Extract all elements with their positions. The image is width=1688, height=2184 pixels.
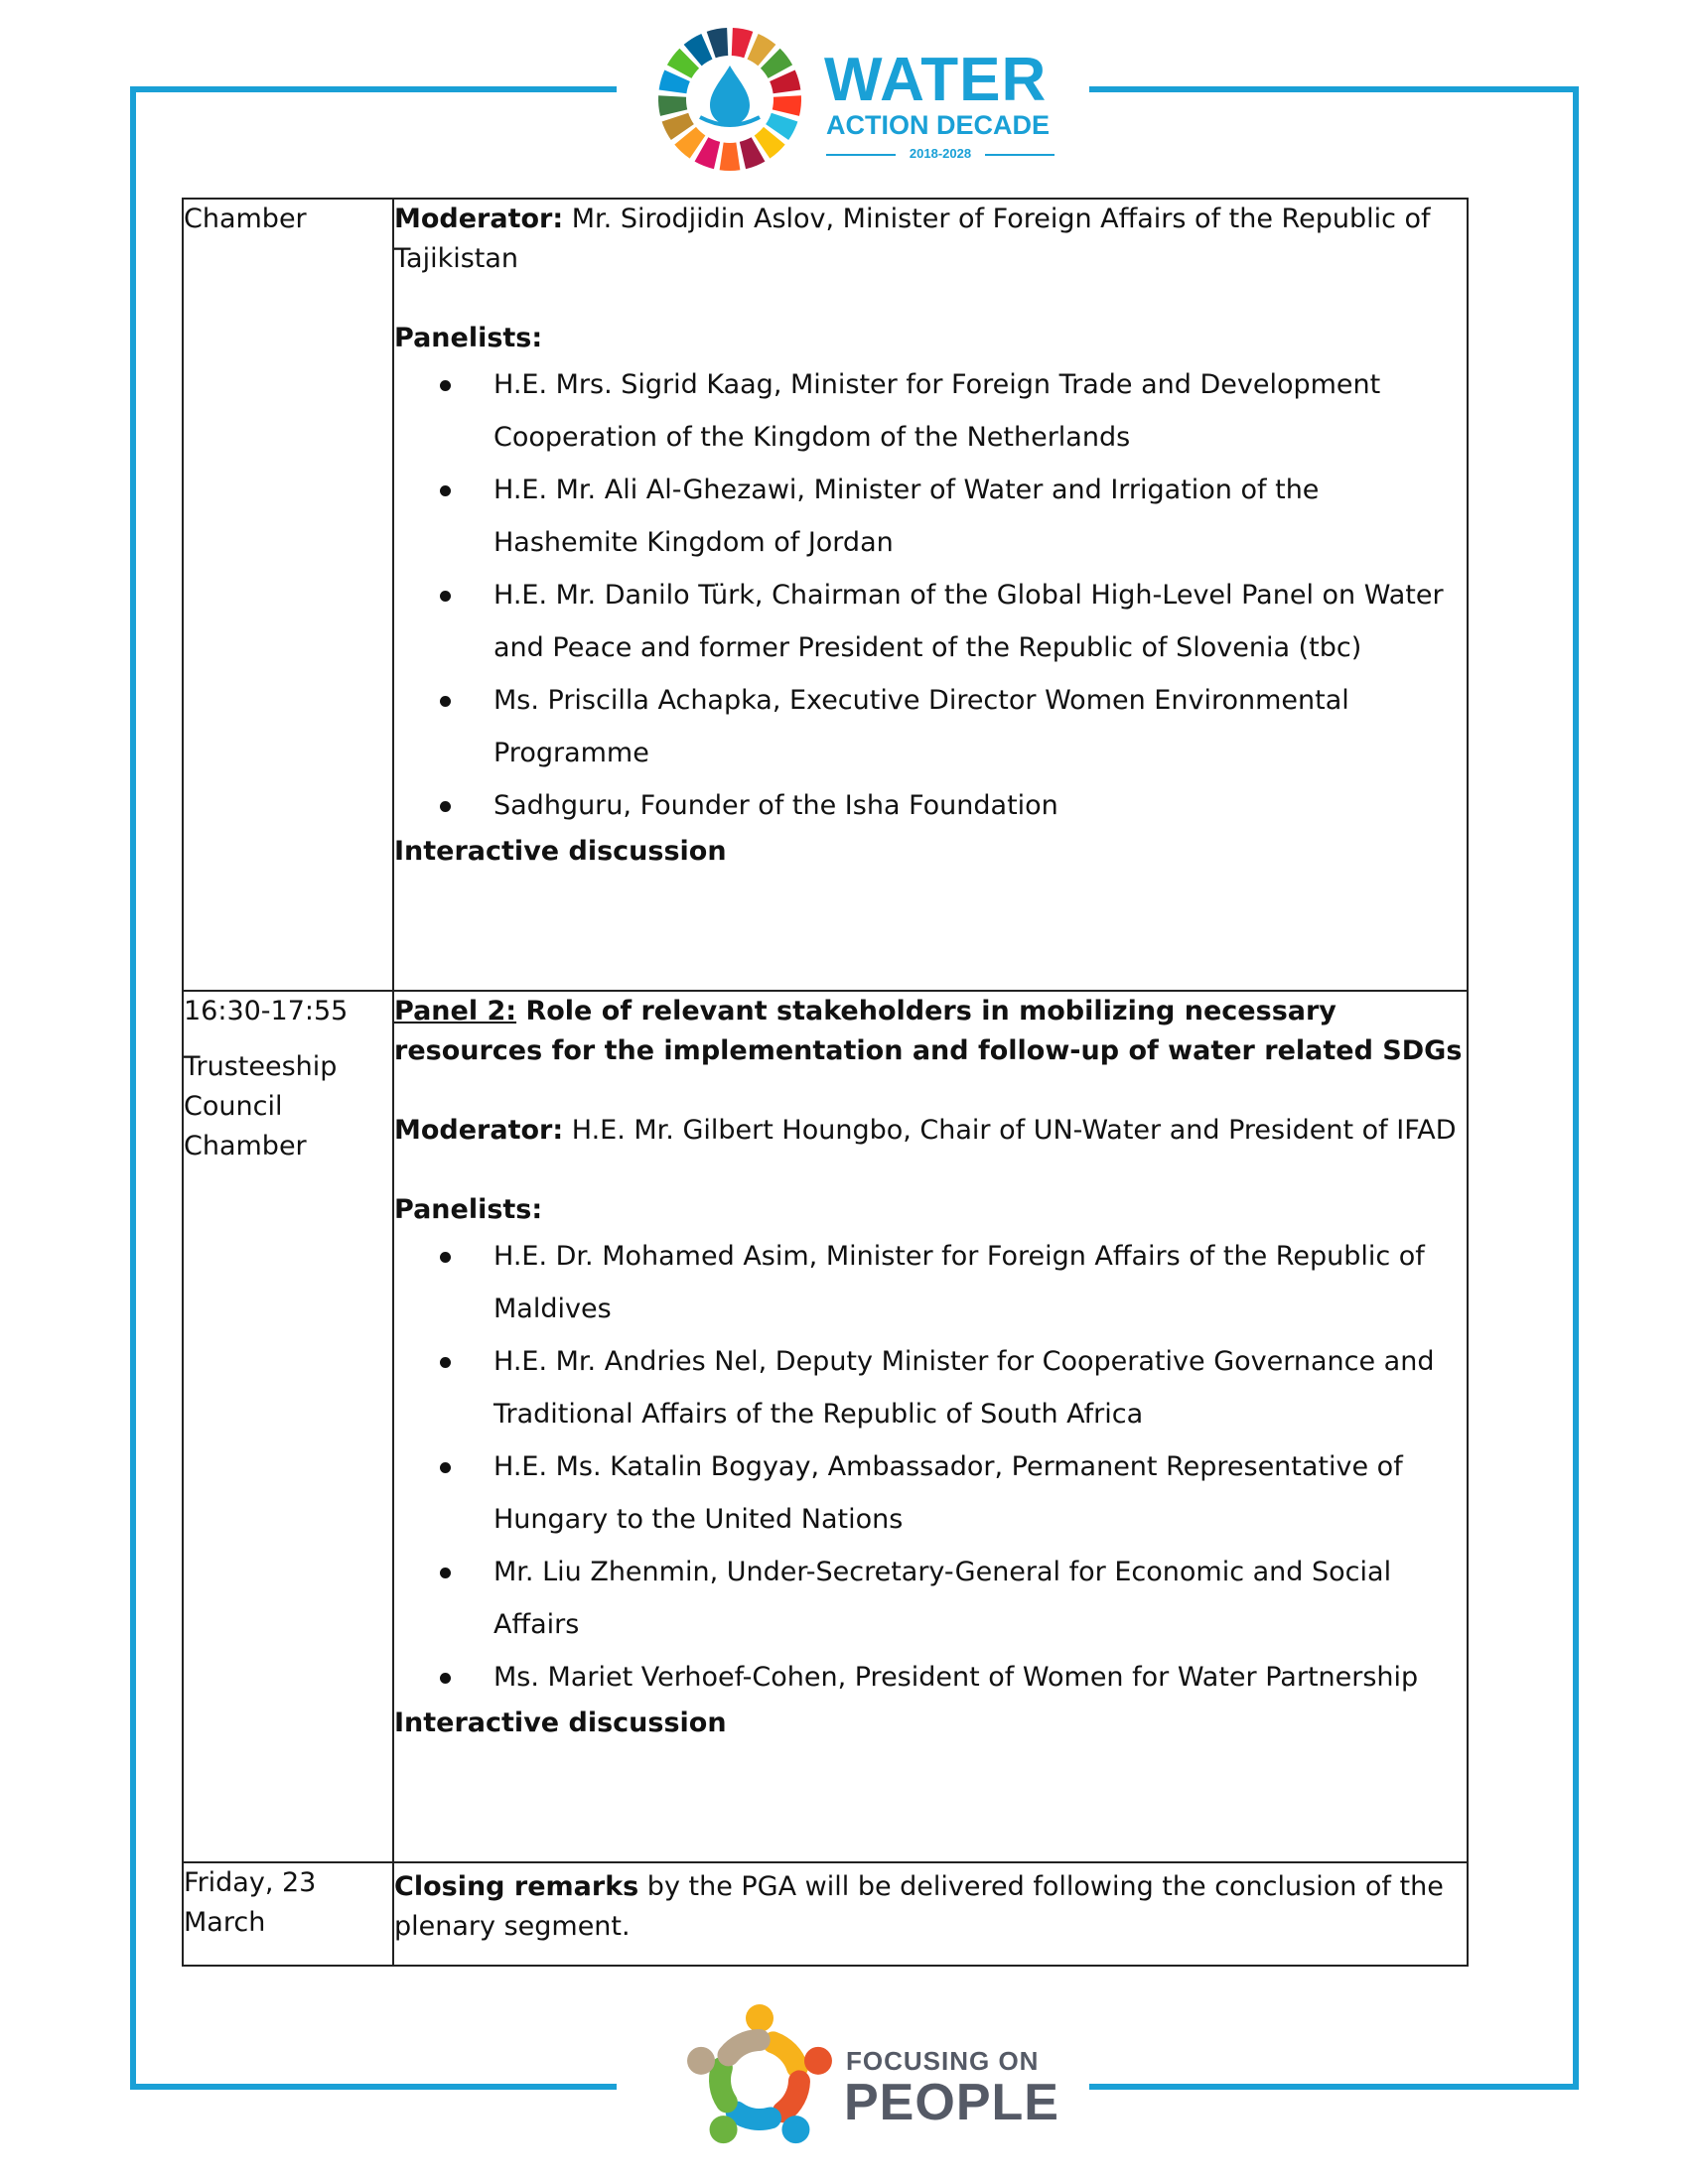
table-row (183, 1862, 1468, 1966)
list-item: H.E. Dr. Mohamed Asim, Minister for Foreign Affairs of the Republic of Maldives (493, 1230, 1467, 1335)
person-body (774, 2042, 797, 2067)
person-head (687, 2047, 715, 2075)
water-drop-sdg-wheel-icon (655, 25, 804, 174)
frame-bottom-right (1089, 2084, 1579, 2090)
moderator-label: Moderator: (394, 204, 564, 234)
agenda-table (182, 198, 1469, 1967)
person-body (729, 2040, 760, 2055)
table-row (183, 199, 1468, 991)
frame-right (1573, 86, 1579, 2090)
person-body (737, 2113, 771, 2119)
panelists-list (394, 1230, 1467, 1704)
date-cell (183, 1862, 393, 1966)
person-head (781, 2116, 809, 2143)
time-venue-cell (183, 199, 393, 991)
list-item: H.E. Ms. Katalin Bogyay, Ambassador, Permanent Representative of Hungary to the United Nations (493, 1440, 1467, 1546)
interactive-discussion: Interactive discussion (394, 836, 727, 867)
wheel-segment (720, 143, 741, 171)
list-item: H.E. Mr. Andries Nel, Deputy Minister for Cooperative Governance and Traditional Affairs of the Republic of South Africa (493, 1335, 1467, 1440)
date-text: March (184, 1907, 266, 1938)
wheel-segment (658, 95, 687, 116)
session-cell (393, 991, 1468, 1862)
wheel-segment (773, 95, 801, 116)
water-action-decade-logo (655, 20, 1072, 179)
closing-remarks-label: Closing remarks (394, 1871, 639, 1902)
closing-cell (393, 1862, 1468, 1966)
list-item: H.E. Mr. Ali Al-Ghezawi, Minister of Water and Irrigation of the Hashemite Kingdom of Jordan (493, 464, 1467, 569)
moderator-label: Moderator: (394, 1115, 564, 1146)
list-item: Mr. Liu Zhenmin, Under-Secretary-General for Economic and Social Affairs (493, 1546, 1467, 1651)
frame-bottom-left (130, 2084, 617, 2090)
logo-line2: PEOPLE (844, 2074, 1059, 2131)
list-item: H.E. Mrs. Sigrid Kaag, Minister for Foreign Trade and Development Cooperation of the Kingdom of the Netherlands (493, 358, 1467, 464)
panelists-list (394, 358, 1467, 832)
list-item: Sadhguru, Founder of the Isha Foundation (493, 779, 1467, 832)
session-cell (393, 199, 1468, 991)
panel-label: Panel 2: (394, 996, 517, 1026)
logo-years: 2018-2028 (826, 147, 1055, 161)
panelists-label: Panelists: (394, 323, 543, 353)
venue-text: Chamber (184, 1131, 307, 1161)
focusing-on-people-logo (675, 1995, 1059, 2164)
venue-text: Trusteeship (184, 1051, 338, 1082)
time-venue-cell (183, 991, 393, 1862)
date-text: Friday, 23 (184, 1867, 317, 1898)
person-body (720, 2068, 727, 2102)
table-row (183, 991, 1468, 1862)
interactive-discussion: Interactive discussion (394, 1707, 727, 1738)
closing-remarks-text: by the PGA will be delivered following the conclusion of the plenary segment. (394, 1871, 1444, 1942)
time-text: 16:30-17:55 (184, 996, 349, 1026)
moderator-line (394, 200, 1467, 279)
venue-text: Council (184, 1091, 283, 1122)
moderator-line (394, 1111, 1467, 1151)
logo-title: WATER (824, 46, 1048, 114)
person-body (783, 2081, 799, 2112)
list-item: Ms. Mariet Verhoef-Cohen, President of Women for Water Partnership (493, 1651, 1467, 1704)
panel-title-line (394, 992, 1467, 1071)
people-circle-icon (675, 1995, 844, 2164)
moderator-text: H.E. Mr. Gilbert Houngbo, Chair of UN-Water and President of IFAD (563, 1115, 1457, 1146)
list-item: Ms. Priscilla Achapka, Executive Director Women Environmental Programme (493, 674, 1467, 779)
logo-line1: FOCUSING ON (846, 2046, 1040, 2076)
panel-title: Role of relevant stakeholders in mobilizing necessary resources for the implementation and follow-up of water related SDGs (394, 996, 1463, 1066)
closing-remarks-line (394, 1867, 1467, 1947)
panelists-label: Panelists: (394, 1194, 543, 1225)
frame-left (130, 86, 136, 2090)
person-head (804, 2047, 832, 2075)
frame-top-right (1089, 86, 1579, 92)
logo-subtitle: ACTION DECADE (826, 110, 1051, 140)
frame-top-left (130, 86, 617, 92)
list-item: H.E. Mr. Danilo Türk, Chairman of the Global High-Level Panel on Water and Peace and former President of the Republic of Slovenia (tbc) (493, 569, 1467, 674)
venue-text: Chamber (184, 204, 307, 234)
person-head (746, 2004, 774, 2032)
moderator-text: Mr. Sirodjidin Aslov, Minister of Foreign Affairs of the Republic of Tajikistan (394, 204, 1431, 274)
person-head (710, 2116, 738, 2143)
